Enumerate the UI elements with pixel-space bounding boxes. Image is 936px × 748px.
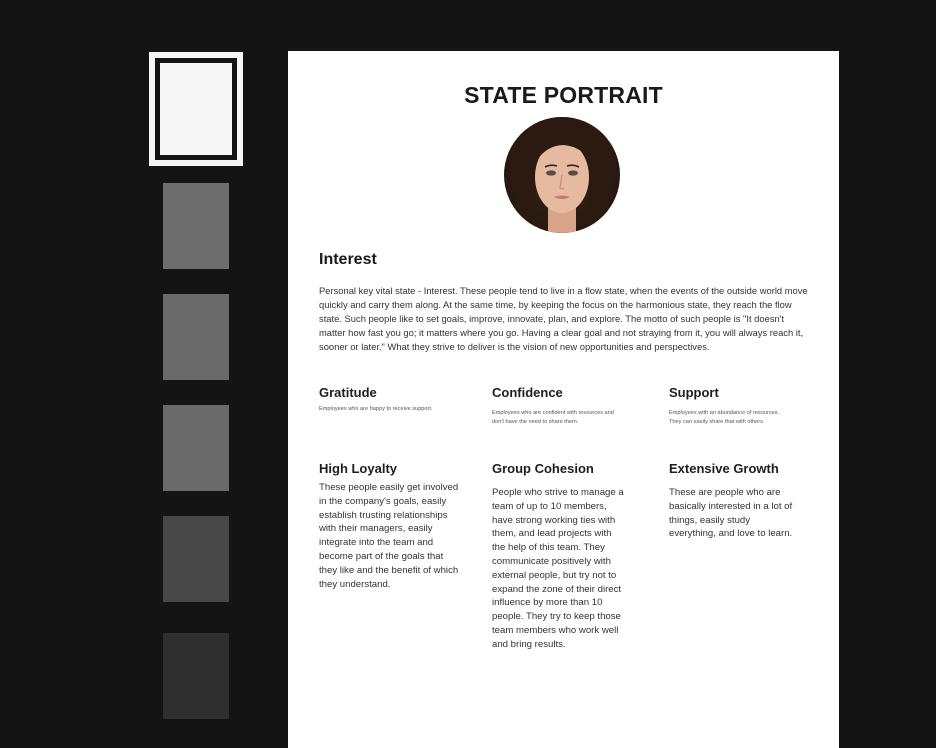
group-heading-high-loyalty: High Loyalty: [319, 461, 398, 476]
trait-text-support: Employees with an abundance of resources. They can easily share that with others.: [669, 410, 780, 425]
group-heading-group-cohesion: Group Cohesion: [492, 461, 594, 476]
group-text-high-loyalty: These people easily get involved in the company's goals, easily establish trusting relationships with their managers, easily integrate into the team and become part of the goals that they like and the benefit of which they understand.: [319, 482, 459, 590]
page-thumbnails-panel: [0, 0, 288, 748]
trait-heading-gratitude: Gratitude: [319, 385, 377, 400]
document-page: [288, 51, 839, 748]
page-thumbnail-2[interactable]: [163, 183, 229, 269]
group-heading-extensive-growth: Extensive Growth: [669, 461, 779, 476]
group-text-group-cohesion: People who strive to manage a team of up to 10 members, have strong working ties with them, and lead projects with the help of this team. They communicate positively with external people, but try not to expand the zone of their direct influence by more than 10 people. They try to keep those team members who work well and bring results.: [492, 487, 624, 650]
trait-heading-support: Support: [669, 385, 719, 400]
portrait-photo: [504, 117, 620, 233]
thumbnail-preview: [155, 58, 237, 160]
interest-paragraph: Personal key vital state - Interest. These people tend to live in a flow state, when the events of the outside world move quickly and carry them along. At the same time, by keeping the focus on the harmonious state, they reach the flow state. Such people like to set goals, improve, innovate, plan, and explore. The motto of such people is "It doesn't matter how fast you go; it matters where you go. Having a clear goal and not straying from it, you will always reach it, sooner or later." What they strive to deliver is the vision of new opportunities and perspectives.: [319, 285, 808, 352]
trait-text-confidence: Employees who are confident with resources and don't have the need to share them.: [492, 410, 614, 425]
interest-heading: Interest: [319, 251, 377, 268]
page-thumbnail-4[interactable]: [163, 405, 229, 491]
trait-text-gratitude: Employees who are happy to receive support.: [319, 406, 433, 412]
page-thumbnail-6[interactable]: [163, 633, 229, 719]
page-title: STATE PORTRAIT: [464, 82, 663, 108]
group-text-extensive-growth: These are people who are basically interested in a lot of things, easily study everything, and love to learn.: [669, 487, 793, 540]
page-thumbnail-5[interactable]: [163, 516, 229, 602]
trait-heading-confidence: Confidence: [492, 385, 563, 400]
page-thumbnail-3[interactable]: [163, 294, 229, 380]
portrait-image: [504, 117, 620, 233]
page-thumbnail-1[interactable]: [149, 52, 243, 166]
